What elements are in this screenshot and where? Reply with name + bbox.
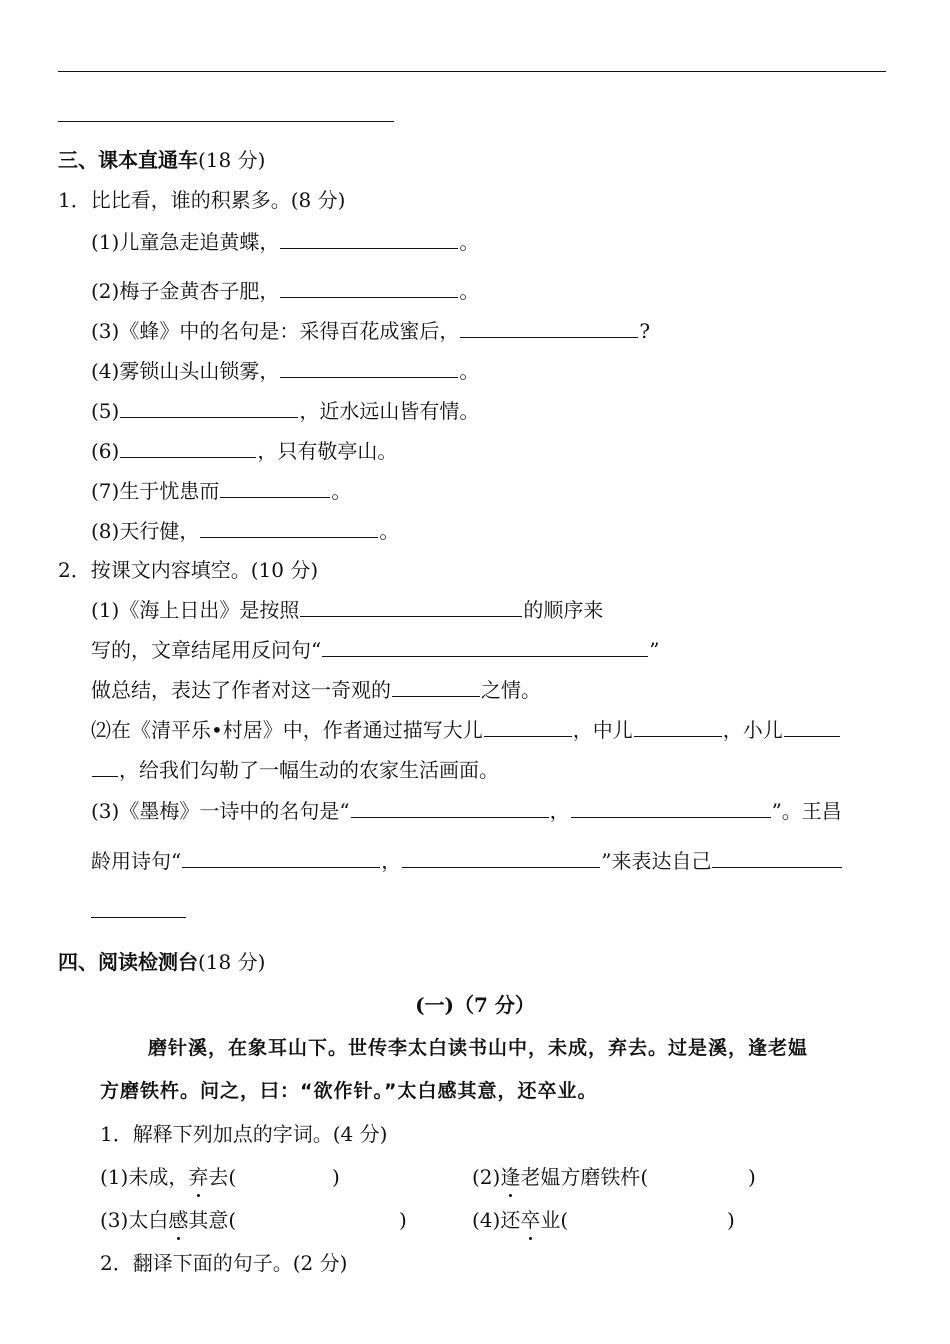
passage-line-1: 磨针溪，在象耳山下。世传李太白读书山中，未成，弃去。过是溪，逢老媪 xyxy=(148,1037,809,1059)
q1-item-8-suffix: 。 xyxy=(379,519,400,543)
q1-item-6-text: (6) xyxy=(91,439,120,463)
q2-part3-text-a: (3)《墨梅》一诗中的名句是“ xyxy=(91,799,350,823)
q2-part3-text-d: 龄用诗句“ xyxy=(91,849,182,873)
answer-blank[interactable] xyxy=(120,439,256,458)
answer-blank[interactable] xyxy=(200,519,378,538)
q2-part2-text-a: ⑵在《清平乐•村居》中，作者通过描写大儿 xyxy=(91,718,483,742)
q1-item-8-text: (8)天行健， xyxy=(91,519,200,543)
q1-item-3-suffix: ? xyxy=(639,319,651,343)
q1-item-5-text: (5) xyxy=(91,399,120,423)
q2-part3-text-e: ， xyxy=(381,849,402,873)
q1-score: (8 分) xyxy=(290,188,346,212)
r2-score: (2 分) xyxy=(292,1251,348,1275)
q2-heading xyxy=(58,557,318,583)
dotted-char: 弃 xyxy=(188,1165,209,1189)
q1-item-7-text: (7)生于忧患而 xyxy=(91,479,220,503)
q2-part1-text-f: 之情。 xyxy=(481,678,541,702)
answer-blank[interactable] xyxy=(280,230,458,249)
r1-item-4-close: ) xyxy=(727,1208,735,1232)
r1-item-1-text-a: (1)未成， xyxy=(100,1165,189,1189)
q2-part1-text-b: 的顺序来 xyxy=(523,598,604,622)
answer-blank[interactable] xyxy=(351,799,549,818)
q1-item-4 xyxy=(91,358,479,384)
r2-heading xyxy=(100,1250,347,1276)
answer-blank[interactable] xyxy=(182,849,380,868)
r1-item-1 xyxy=(100,1164,236,1190)
q1-item-6-suffix: ，只有敬亭山。 xyxy=(257,439,398,463)
r1-item-4-text-a: (4)还 xyxy=(472,1208,521,1232)
r1-item-2 xyxy=(472,1164,648,1190)
answer-blank[interactable] xyxy=(322,638,648,657)
passage-line-2: 方磨铁杵。问之，曰：“欲作针。”太白感其意，还卒业。 xyxy=(100,1080,598,1102)
q2-part3-line2 xyxy=(91,848,843,874)
section-3-score: (18 分) xyxy=(198,148,266,172)
q2-part1-text-e: 做总结，表达了作者对这一奇观的 xyxy=(91,678,391,702)
answer-blank[interactable] xyxy=(120,399,298,418)
answer-blank[interactable] xyxy=(402,849,600,868)
q2-part3-text-f: ”来表达自己 xyxy=(601,849,712,873)
q2-part1-text-d: ” xyxy=(649,638,660,662)
q2-part1-text-c: 写的，文章结尾用反问句“ xyxy=(91,638,322,662)
reading-part-1-heading: (一)（7 分） xyxy=(415,993,535,1017)
q1-item-1-text: (1)儿童急走追黄蝶， xyxy=(91,230,280,254)
q2-part3-line1 xyxy=(91,798,842,824)
answer-blank[interactable] xyxy=(280,279,458,298)
r1-score: (4 分) xyxy=(332,1122,388,1146)
q1-item-1 xyxy=(91,229,479,255)
q1-item-4-text: (4)雾锁山头山锁雾， xyxy=(91,359,280,383)
answer-blank[interactable] xyxy=(460,319,638,338)
q2-part3-text-b: ， xyxy=(549,799,570,823)
q1-item-7-suffix: 。 xyxy=(331,479,352,503)
r1-item-3-close: ) xyxy=(399,1208,407,1232)
answer-blank[interactable] xyxy=(712,849,842,868)
q2-part1-line1 xyxy=(91,597,603,623)
q1-item-5 xyxy=(91,398,479,424)
r1-item-1-text-b: 去( xyxy=(208,1165,237,1189)
q2-part2-text-d: ，给我们勾勒了一幅生动的农家生活画面。 xyxy=(119,758,499,782)
q2-part2-line1 xyxy=(91,717,841,743)
answer-line-top[interactable] xyxy=(58,71,886,72)
r1-item-2-close: ) xyxy=(748,1165,756,1189)
q1-item-2-text: (2)梅子金黄杏子肥， xyxy=(91,279,280,303)
q1-item-6 xyxy=(91,438,397,464)
r1-item-3 xyxy=(100,1207,236,1233)
answer-blank[interactable] xyxy=(92,758,118,777)
answer-blank[interactable] xyxy=(571,799,771,818)
q1-heading xyxy=(58,187,345,213)
q1-item-4-suffix: 。 xyxy=(459,359,480,383)
q1-item-3-text: (3)《蜂》中的名句是：采得百花成蜜后， xyxy=(91,319,460,343)
q1-item-2-suffix: 。 xyxy=(459,279,480,303)
answer-blank-continuation[interactable] xyxy=(91,917,186,918)
r1-item-2-text-b: 老媪方磨铁杵( xyxy=(520,1165,649,1189)
q2-part1-line2 xyxy=(91,637,659,663)
r1-item-3-text-b: 其意( xyxy=(188,1208,237,1232)
answer-blank[interactable] xyxy=(784,718,840,737)
r1-item-4 xyxy=(472,1207,568,1233)
r2-title: 2．翻译下面的句子。 xyxy=(100,1251,293,1275)
dotted-char: 卒 xyxy=(520,1208,541,1232)
q2-part2-line2 xyxy=(91,757,499,783)
q1-item-7 xyxy=(91,478,351,504)
r1-item-2-text-a: (2) xyxy=(472,1165,501,1189)
r1-item-1-close: ) xyxy=(332,1165,340,1189)
r1-item-4-text-b: 业( xyxy=(540,1208,569,1232)
q2-part2-text-c: ，小儿 xyxy=(722,718,783,742)
answer-blank[interactable] xyxy=(300,598,522,617)
r1-heading xyxy=(100,1121,387,1147)
r1-item-3-text-a: (3)太白 xyxy=(100,1208,169,1232)
answer-blank[interactable] xyxy=(220,479,330,498)
answer-blank[interactable] xyxy=(280,359,458,378)
section-4-score: (18 分) xyxy=(198,950,266,974)
r1-title: 1．解释下列加点的字词。 xyxy=(100,1122,333,1146)
q1-item-3 xyxy=(91,318,650,344)
q2-part3-text-c: ”。王昌 xyxy=(771,799,842,823)
answer-blank[interactable] xyxy=(634,718,722,737)
dotted-char: 逢 xyxy=(500,1165,521,1189)
q1-item-1-suffix: 。 xyxy=(459,230,480,254)
q2-part1-line3 xyxy=(91,677,541,703)
answer-blank[interactable] xyxy=(484,718,572,737)
q2-score: (10 分) xyxy=(250,558,319,582)
dotted-char: 感 xyxy=(168,1208,189,1232)
answer-blank[interactable] xyxy=(392,678,480,697)
q1-item-8 xyxy=(91,518,399,544)
section-4-title: 四、阅读检测台 xyxy=(58,950,198,974)
answer-line-short[interactable] xyxy=(58,121,394,122)
q1-title: 1．比比看，谁的积累多。 xyxy=(58,188,291,212)
q2-title: 2．按课文内容填空。 xyxy=(58,558,251,582)
section-3-title: 三、课本直通车 xyxy=(58,148,198,172)
q2-part2-text-b: ，中儿 xyxy=(572,718,633,742)
q1-item-2 xyxy=(91,278,479,304)
section-3-heading xyxy=(58,147,265,173)
q2-part1-text-a: (1)《海上日出》是按照 xyxy=(91,598,300,622)
section-4-heading xyxy=(58,949,265,975)
q1-item-5-suffix: ，近水远山皆有情。 xyxy=(299,399,480,423)
